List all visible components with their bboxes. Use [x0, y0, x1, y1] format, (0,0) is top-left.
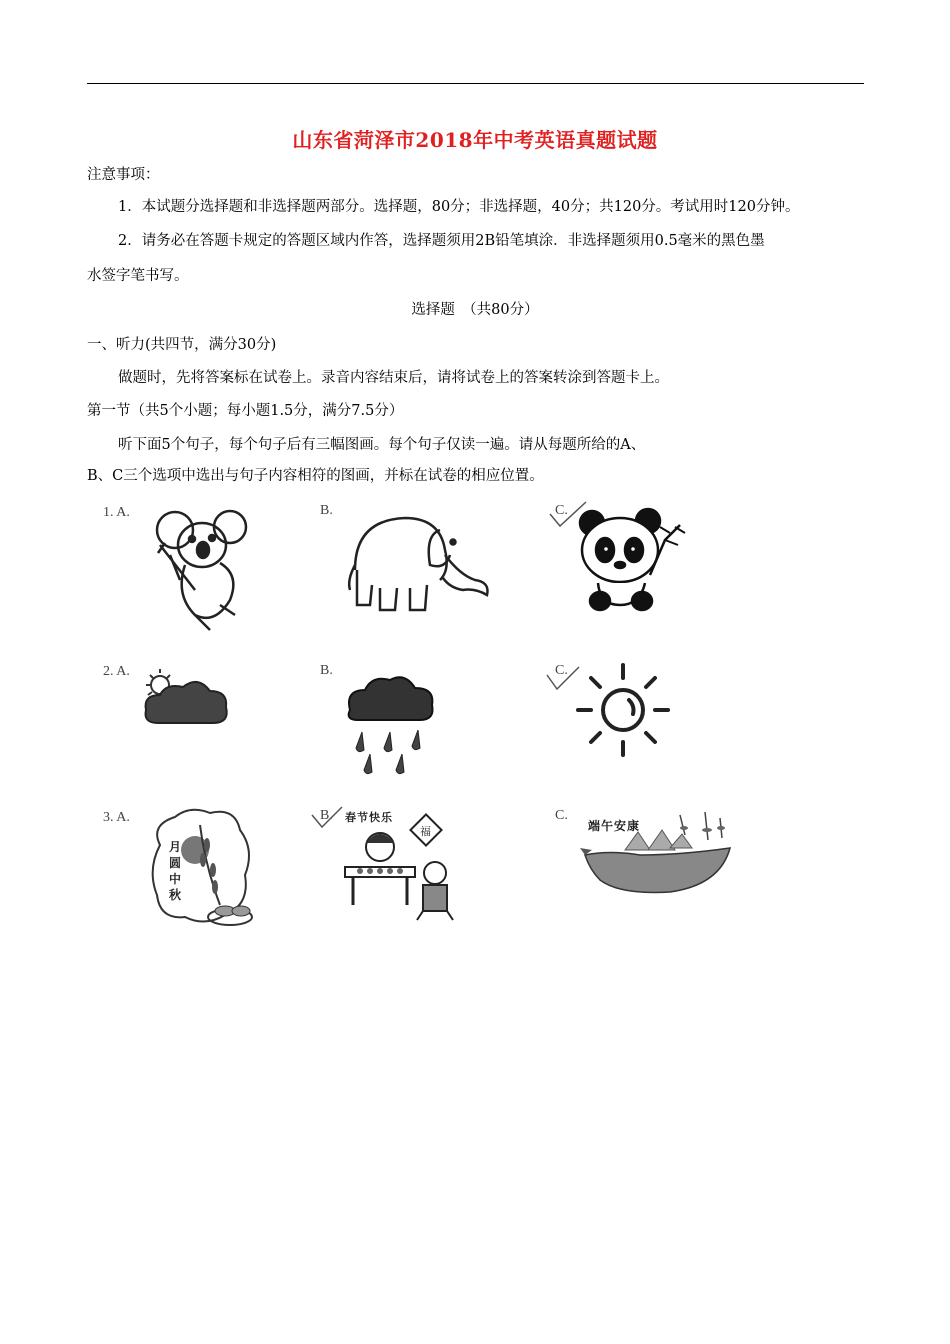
mid-autumn-char-4: 秋: [169, 888, 182, 902]
spring-festival-char-3: 快: [369, 811, 380, 824]
mid-autumn-char-1: 月: [169, 840, 182, 854]
q2-option-c-label: C.: [555, 663, 568, 678]
section1-instruction: 听下面5个句子，每个句子后有三幅图画。每个句子仅读一遍。请从每题所给的A、: [118, 437, 646, 453]
section1-title: 第一节（共5个小题；每小题1.5分，满分7.5分）: [87, 403, 404, 419]
sun-icon: [573, 660, 673, 760]
notice-item-1: 1．本试题分选择题和非选择题两部分。选择题，80分；非选择题，40分；共120分。考试用时120分钟。: [118, 199, 800, 215]
part1-title: 一、听力(共四节，满分30分): [87, 337, 277, 353]
part1-instruction: 做题时，先将答案标在试卷上。录音内容结束后，请将试卷上的答案转涂到答题卡上。: [118, 370, 669, 386]
dragon-boat-char-2: 午: [601, 819, 614, 833]
spring-festival-char-4: 乐: [381, 811, 392, 824]
dragon-boat-char-3: 安: [614, 819, 627, 833]
notice-item-2: 2．请务必在答题卡规定的答题区域内作答，选择题须用2B铅笔填涂．非选择题须用0.5毫米的黑色墨: [118, 233, 765, 249]
spring-festival-char-2: 节: [357, 811, 368, 824]
section1-instruction-cont: B、C三个选项中选出与句子内容相符的图画，并标在试卷的相应位置。: [87, 468, 544, 484]
mid-autumn-char-2: 圆: [169, 856, 182, 870]
page-title: 山东省菏泽市2018年中考英语真题试题: [292, 128, 658, 152]
dragon-boat-char-1: 端: [588, 819, 601, 833]
q1-option-b-label: B.: [320, 503, 333, 518]
q3-option-b-label: B.: [320, 808, 333, 823]
section-title: 选择题 （共80分）: [411, 302, 539, 318]
top-rule: [87, 83, 864, 84]
q2-option-b-label: B.: [320, 663, 333, 678]
q1-option-a-label: 1. A.: [103, 505, 130, 520]
svg-text:福: 福: [420, 825, 431, 838]
dragon-boat-icon: [580, 810, 740, 910]
q2-option-a-label: 2. A.: [103, 664, 130, 679]
spring-festival-icon: [335, 805, 465, 925]
mid-autumn-char-3: 中: [169, 872, 182, 886]
spring-festival-char-1: 春: [345, 811, 356, 824]
rain-icon: [340, 670, 440, 780]
q3-option-a-label: 3. A.: [103, 810, 130, 825]
elephant-icon: [345, 510, 495, 620]
mid-autumn-icon: [145, 805, 265, 930]
q3-option-c-label: C.: [555, 808, 568, 823]
panda-icon: [570, 505, 690, 615]
notice-heading: 注意事项：: [87, 167, 160, 183]
koala-icon: [140, 505, 250, 635]
notice-item-2-cont: 水签字笔书写。: [87, 268, 189, 284]
cloudy-icon: [138, 665, 233, 730]
q1-option-c-label: C.: [555, 503, 568, 518]
dragon-boat-char-4: 康: [627, 819, 640, 833]
